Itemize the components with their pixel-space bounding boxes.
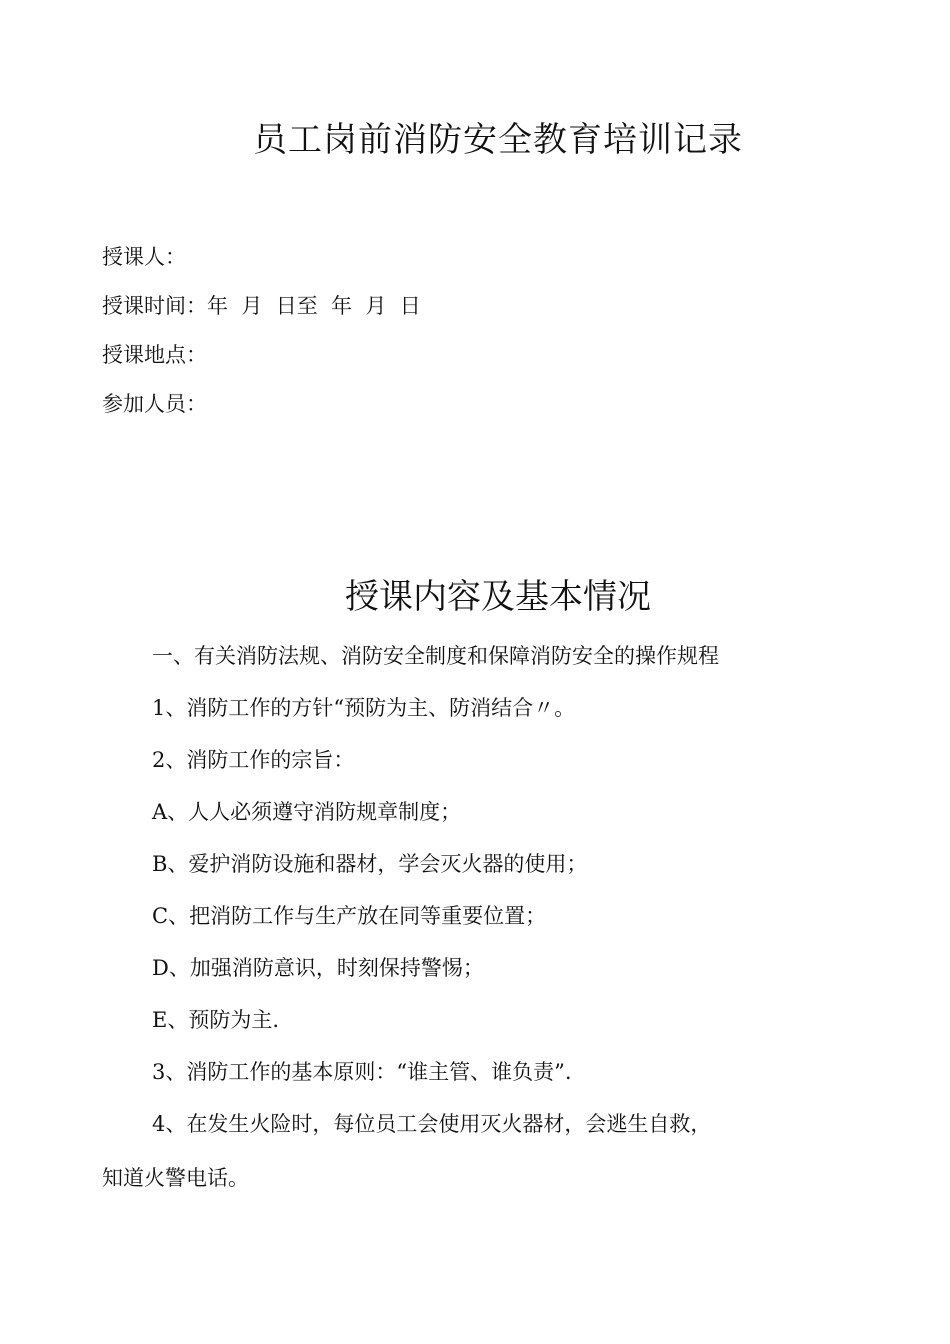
paragraph-continuation: 知道火警电话。 (102, 1166, 249, 1190)
section-title: 授课内容及基本情况 (345, 577, 651, 617)
paragraph: 4、在发生火险时，每位员工会使用灭火器材，会逃生自救， (152, 1112, 712, 1136)
info-lecturer: 授课人： (102, 245, 186, 269)
document-title: 员工岗前消防安全教育培训记录 (253, 120, 743, 160)
paragraph: C、把消防工作与生产放在同等重要位置； (152, 904, 547, 928)
paragraph: E、预防为主. (152, 1008, 280, 1032)
paragraph: 2、消防工作的宗旨： (152, 748, 355, 772)
paragraph: 1、消防工作的方针“预防为主、防消结合〃。 (152, 696, 576, 720)
info-location: 授课地点： (102, 343, 207, 367)
paragraph: A、人人必须遵守消防规章制度； (152, 800, 462, 824)
paragraph: 一、有关消防法规、消防安全制度和保障消防安全的操作规程 (152, 644, 719, 668)
info-attendees: 参加人员： (102, 392, 207, 416)
info-time: 授课时间：年 月 日至 年 月 日 (102, 294, 421, 318)
paragraph: 3、消防工作的基本原则：“谁主管、谁负责”. (152, 1060, 572, 1084)
paragraph: D、加强消防意识，时刻保持警惕； (152, 956, 484, 980)
paragraph: B、爱护消防设施和器材，学会灭火器的使用； (152, 852, 588, 876)
